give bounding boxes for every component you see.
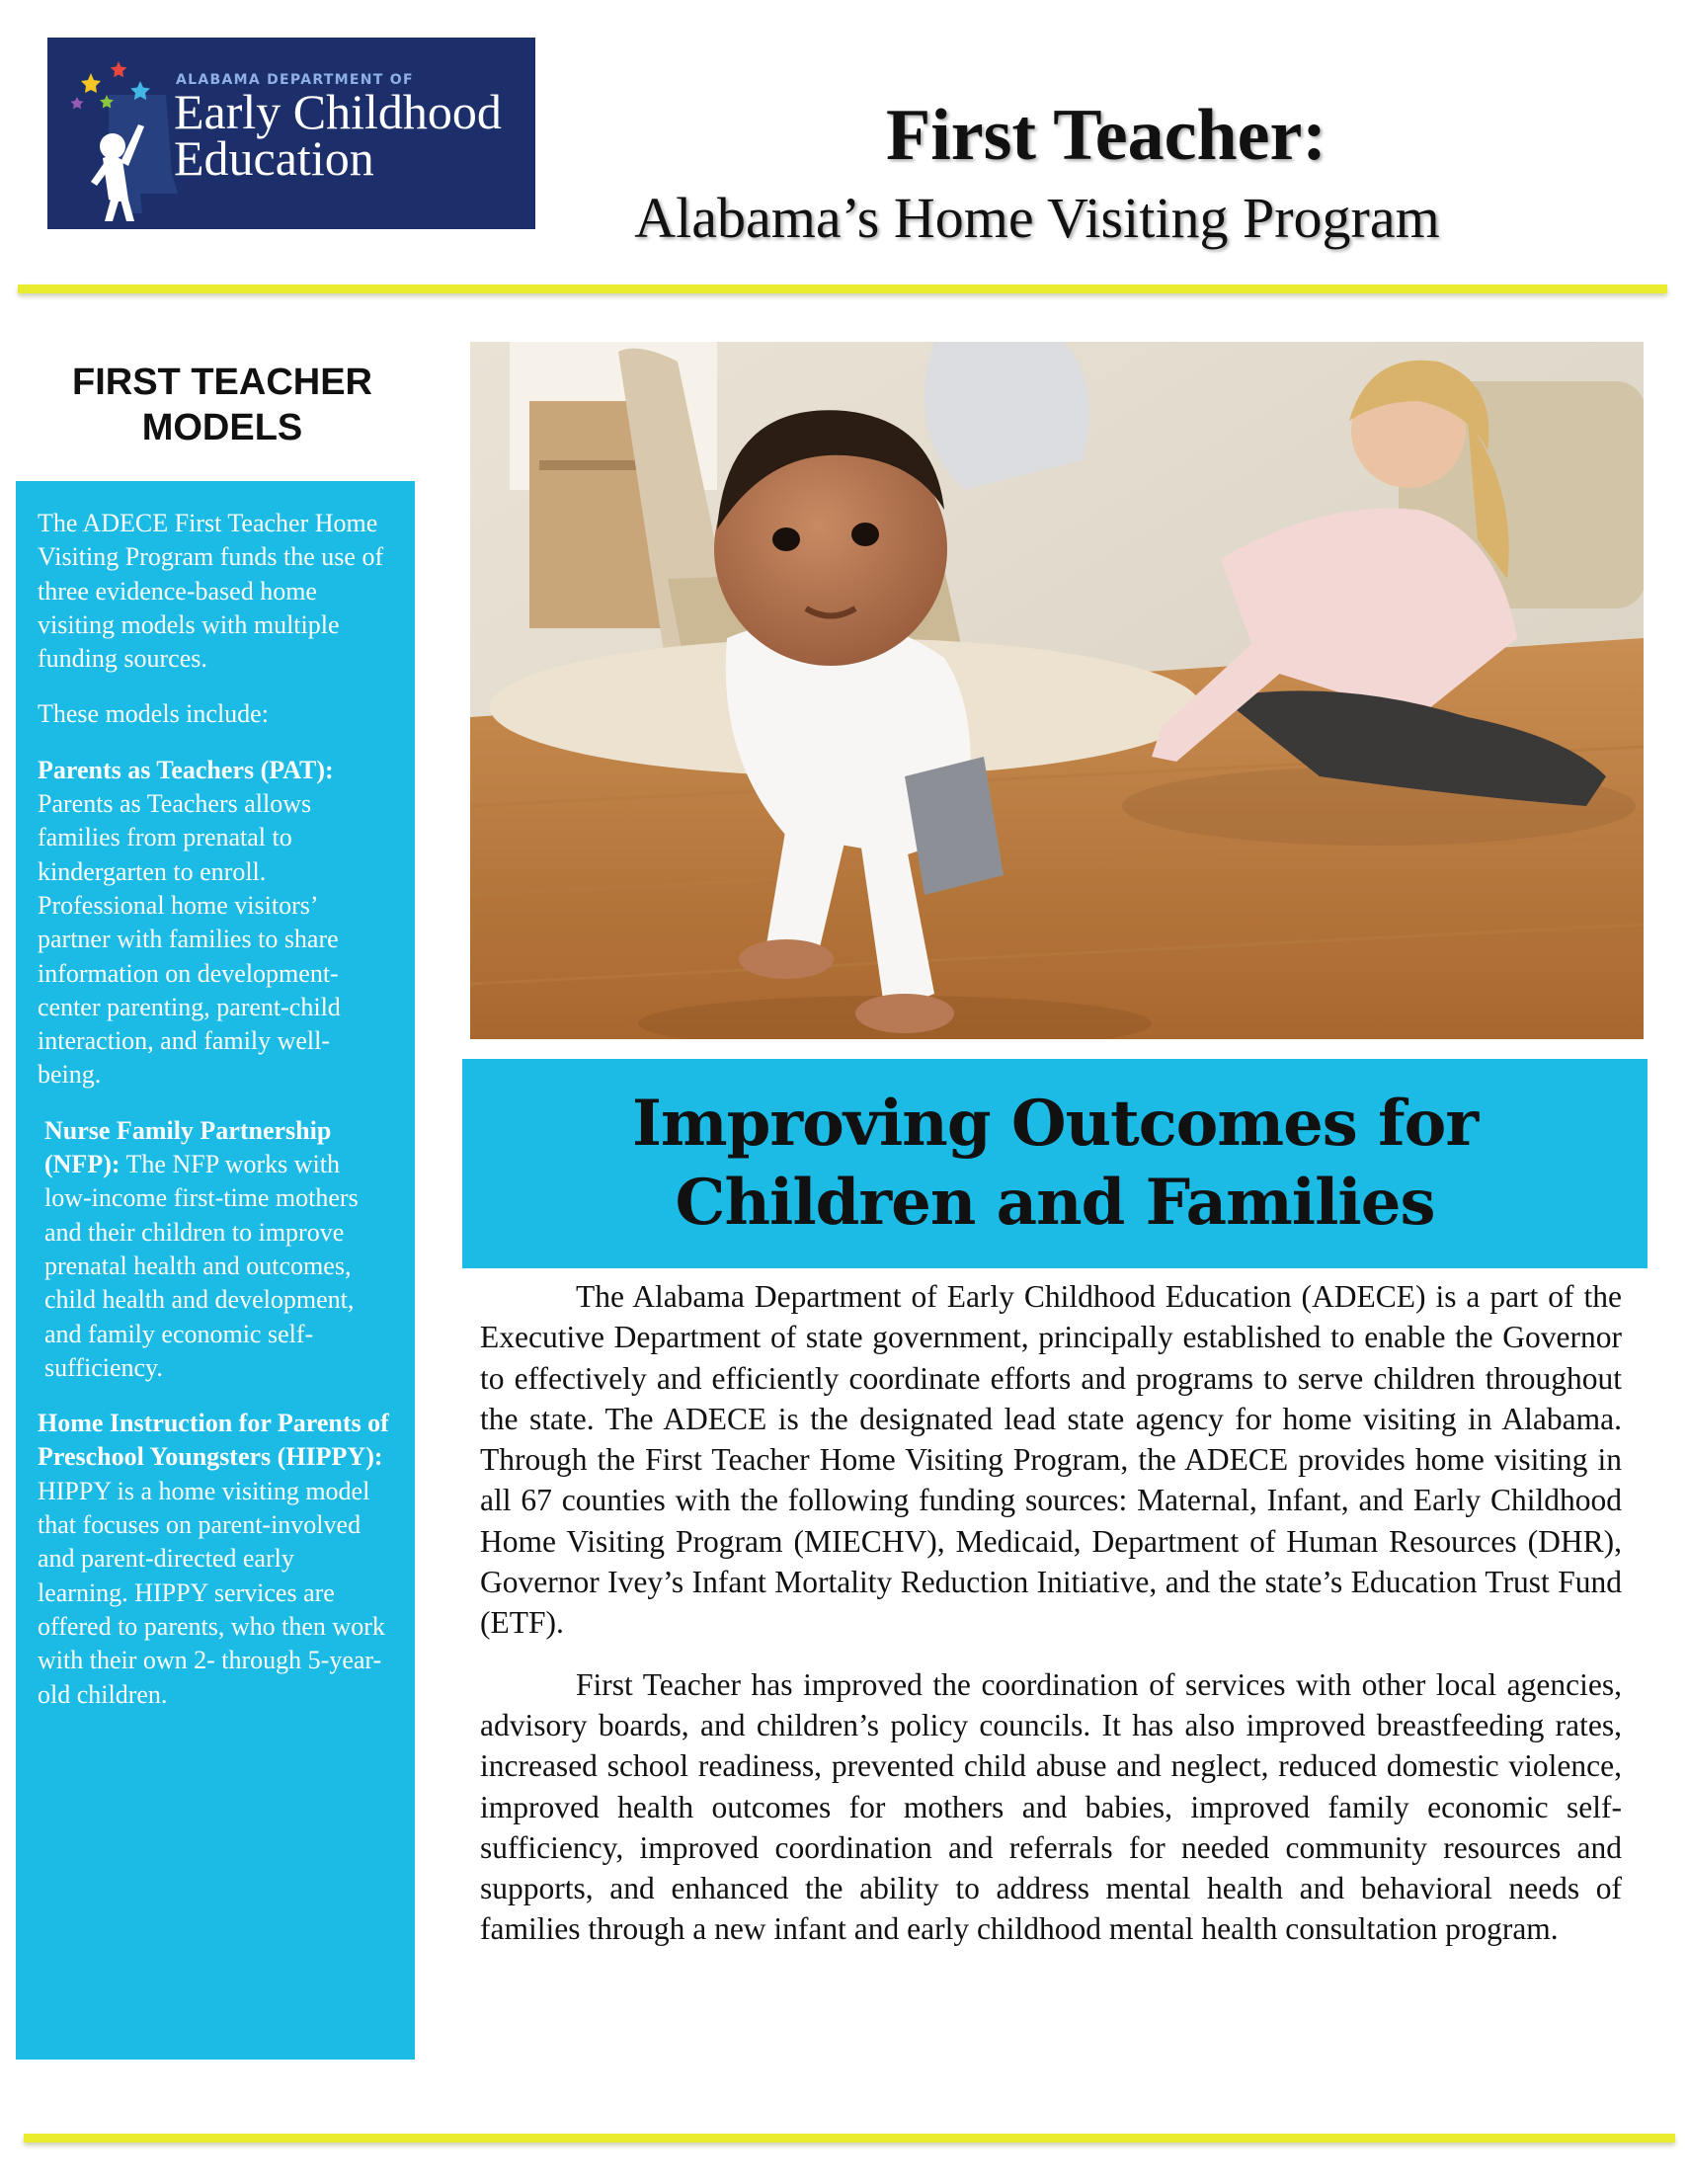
model-pat-description: Parents as Teachers allows families from prenatal to kindergarten to enroll. Professional home visitors’ partner with families to share information on development-center parenting, parent-child interaction, and family well-being. — [38, 789, 341, 1090]
adece-logo — [47, 38, 535, 229]
section-title-line-1: Improving Outcomes for — [631, 1087, 1479, 1161]
body-paragraph-1: The Alabama Department of Early Childhood Education (ADECE) is a part of the Executive Department of state government, principally established to enable the Governor to effectively and efficiently coordinate efforts and programs to serve children throughout the state. The ADECE is the designated lead state agency for home visiting in Alabama. Through the First Teacher Home Visiting Program, the ADECE provides home visiting in all 67 counties with the following funding sources: Maternal, Infant, and Early Childhood Home Visiting Program (MIECHV), Medicaid, Department of Human Resources (DHR), Governor Ivey’s Infant Mortality Reduction Initiative, and the state’s Education Trust Fund (ETF). — [480, 1279, 1622, 1641]
sidebar-intro: The ADECE First Teacher Home Visiting Program funds the use of three evidence-based home visiting models with multiple funding sources. — [38, 509, 384, 674]
model-hippy-name: Home Instruction for Parents of Preschool Youngsters (HIPPY): — [38, 1409, 389, 1472]
hero-photo — [470, 342, 1644, 1039]
section-title — [462, 1085, 1648, 1243]
top-divider — [18, 284, 1667, 293]
crawling-baby-photo — [470, 342, 1644, 1039]
model-hippy — [38, 1407, 389, 1712]
page-subtitle: Alabama’s Home Visiting Program — [634, 186, 1440, 250]
logo-agency-name — [174, 84, 502, 186]
sidebar-heading-line-2: MODELS — [141, 407, 303, 448]
model-hippy-description: HIPPY is a home visiting model that focuses on parent-involved and parent-directed early learning. HIPPY services are offered to parents, who then work with their own 2- through 5-year-old children. — [38, 1476, 385, 1709]
body-paragraph-2: First Teacher has improved the coordination of services with other local agencies, advisory boards, and children’s policy councils. It has also improved breastfeeding rates, increased school readiness, prevented child abuse and neglect, reduced domestic violence, improved health outcomes for mothers and babies, improved family economic self-sufficiency, improved coordination and referrals for needed community resources and supports, and enhanced the ability to address mental health and behavioral needs of families through a new infant and early childhood mental health consultation program. — [480, 1666, 1622, 1947]
models-sidebar — [16, 481, 415, 2060]
model-nfp-name: Nurse Family Partnership (NFP): — [44, 1115, 332, 1179]
page-title: First Teacher: — [886, 95, 1326, 176]
section-banner — [462, 1059, 1648, 1268]
logo-agency-line: ALABAMA DEPARTMENT OF — [176, 72, 414, 88]
body-text — [480, 1276, 1622, 1971]
model-nfp-description: The NFP works with low-income first-time mothers and their children to improve prenatal health and outcomes, child health and development, and family economic self-sufficiency. — [44, 1150, 359, 1382]
sidebar-heading-line-1: FIRST TEACHER — [72, 362, 372, 403]
model-nfp — [38, 1114, 389, 1385]
model-pat-name: Parents as Teachers (PAT): — [38, 755, 334, 784]
sidebar-lead-in: These models include: — [38, 699, 269, 729]
section-title-line-2: Children and Families — [675, 1166, 1435, 1240]
bottom-divider — [24, 2134, 1675, 2143]
logo-name-line-2: Education — [174, 130, 374, 186]
sidebar-heading — [20, 360, 425, 450]
logo-name-line-1: Early Childhood — [174, 84, 502, 139]
model-pat — [38, 754, 389, 1092]
